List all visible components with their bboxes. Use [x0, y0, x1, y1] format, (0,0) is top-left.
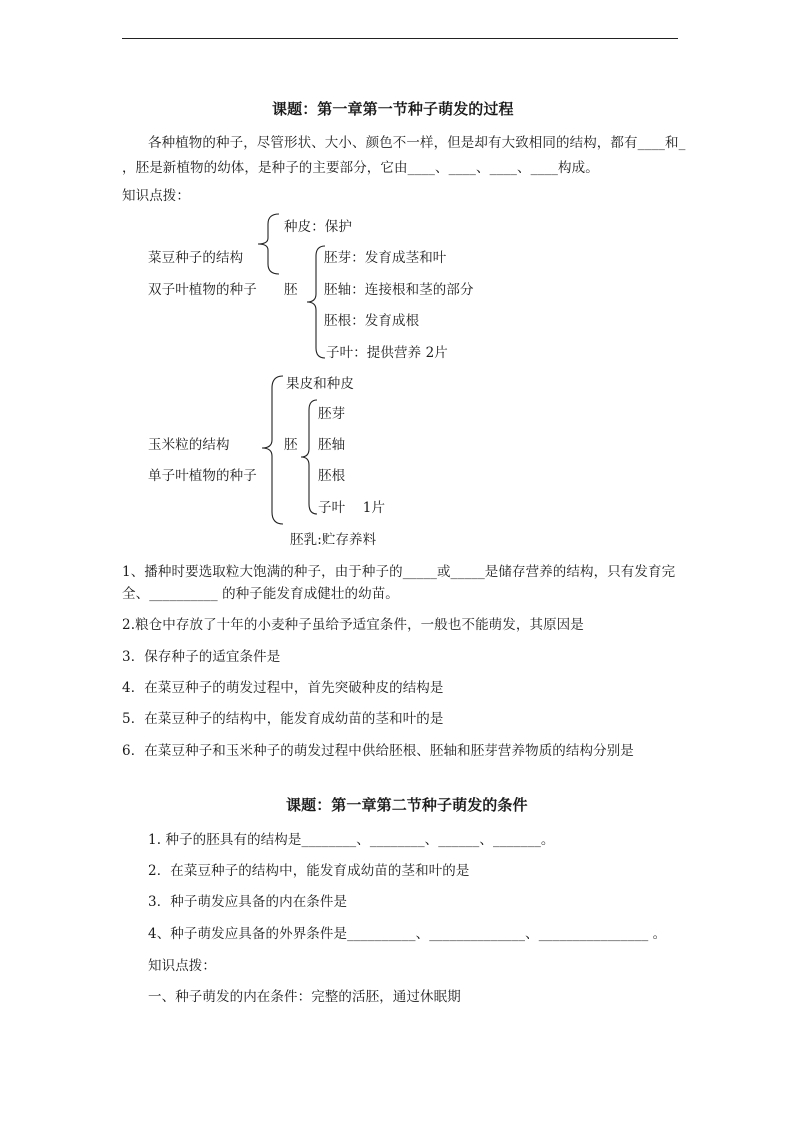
corn-cotyledon: 子叶 1片 — [318, 500, 386, 516]
knowledge-label-1: 知识点拨： — [122, 188, 190, 204]
s2-question-4: 4、种子萌发应具备的外界条件是__________、______________、________________ 。 — [148, 926, 667, 942]
corn-label-1: 玉米粒的结构 — [148, 437, 230, 453]
corn-plumule: 胚芽 — [318, 406, 346, 422]
knowledge-label-2: 知识点拨： — [148, 958, 216, 974]
header-rule — [122, 38, 678, 39]
bean-outer-brace — [252, 212, 282, 276]
corn-embryo-brace — [298, 398, 320, 516]
s2-question-3: 3．种子萌发应具备的内在条件是 — [148, 894, 348, 910]
question-2: 2.粮仓中存放了十年的小麦种子虽给予适宜条件，一般也不能萌发，其原因是 — [122, 617, 584, 633]
section1-title: 课题：第一章第一节种子萌发的过程 — [272, 100, 514, 118]
corn-hypocotyl: 胚轴 — [318, 437, 346, 453]
bean-seed-coat: 种皮：保护 — [284, 219, 352, 235]
question-6: 6．在菜豆种子和玉米种子的萌发过程中供给胚根、胚轴和胚芽营养物质的结构分别是 — [122, 743, 634, 759]
bean-plumule: 胚芽：发育成茎和叶 — [324, 250, 447, 266]
corn-embryo-label: 胚 — [284, 437, 298, 453]
intro-line-1: 各种植物的种子，尽管形状、大小、颜色不一样，但是却有大致相同的结构，都有____和_ — [148, 135, 686, 151]
s2-question-2: 2．在菜豆种子的结构中，能发育成幼苗的茎和叶的是 — [148, 863, 470, 879]
corn-label-2: 单子叶植物的种子 — [148, 468, 257, 484]
question-3: 3．保存种子的适宜条件是 — [122, 649, 281, 665]
intro-line-2: ，胚是新植物的幼体，是种子的主要部分，它由____、____、____、____构成。 — [122, 160, 599, 176]
question-5: 5．在菜豆种子的结构中，能发育成幼苗的茎和叶的是 — [122, 711, 444, 727]
bean-hypocotyl: 胚轴：连接根和茎的部分 — [324, 282, 474, 298]
bean-cotyledon: 子叶：提供营养 2片 — [326, 345, 448, 361]
corn-endosperm: 胚乳:贮存养料 — [290, 532, 377, 548]
question-1-line-1: 1、播种时要选取粒大饱满的种子，由于种子的_____或_____是储存营养的结构，只有发育完 — [122, 564, 676, 580]
s2-point-1: 一、种子萌发的内在条件：完整的活胚，通过休眠期 — [148, 989, 461, 1005]
bean-radicle: 胚根：发育成根 — [324, 313, 420, 329]
question-1-line-2: 全、__________ 的种子能发育成健壮的幼苗。 — [122, 586, 399, 602]
corn-radicle: 胚根 — [318, 468, 346, 484]
corn-outer-brace — [256, 374, 286, 526]
corn-pericarp: 果皮和种皮 — [286, 376, 354, 392]
section2-title: 课题：第一章第二节种子萌发的条件 — [286, 796, 528, 814]
bean-label-1: 菜豆种子的结构 — [148, 250, 244, 266]
bean-label-2: 双子叶植物的种子 — [148, 282, 257, 298]
bean-embryo-label: 胚 — [284, 282, 298, 298]
question-4: 4．在菜豆种子的萌发过程中，首先突破种皮的结构是 — [122, 680, 444, 696]
s2-question-1: 1. 种子的胚具有的结构是________、________、______、_______。 — [148, 832, 555, 848]
